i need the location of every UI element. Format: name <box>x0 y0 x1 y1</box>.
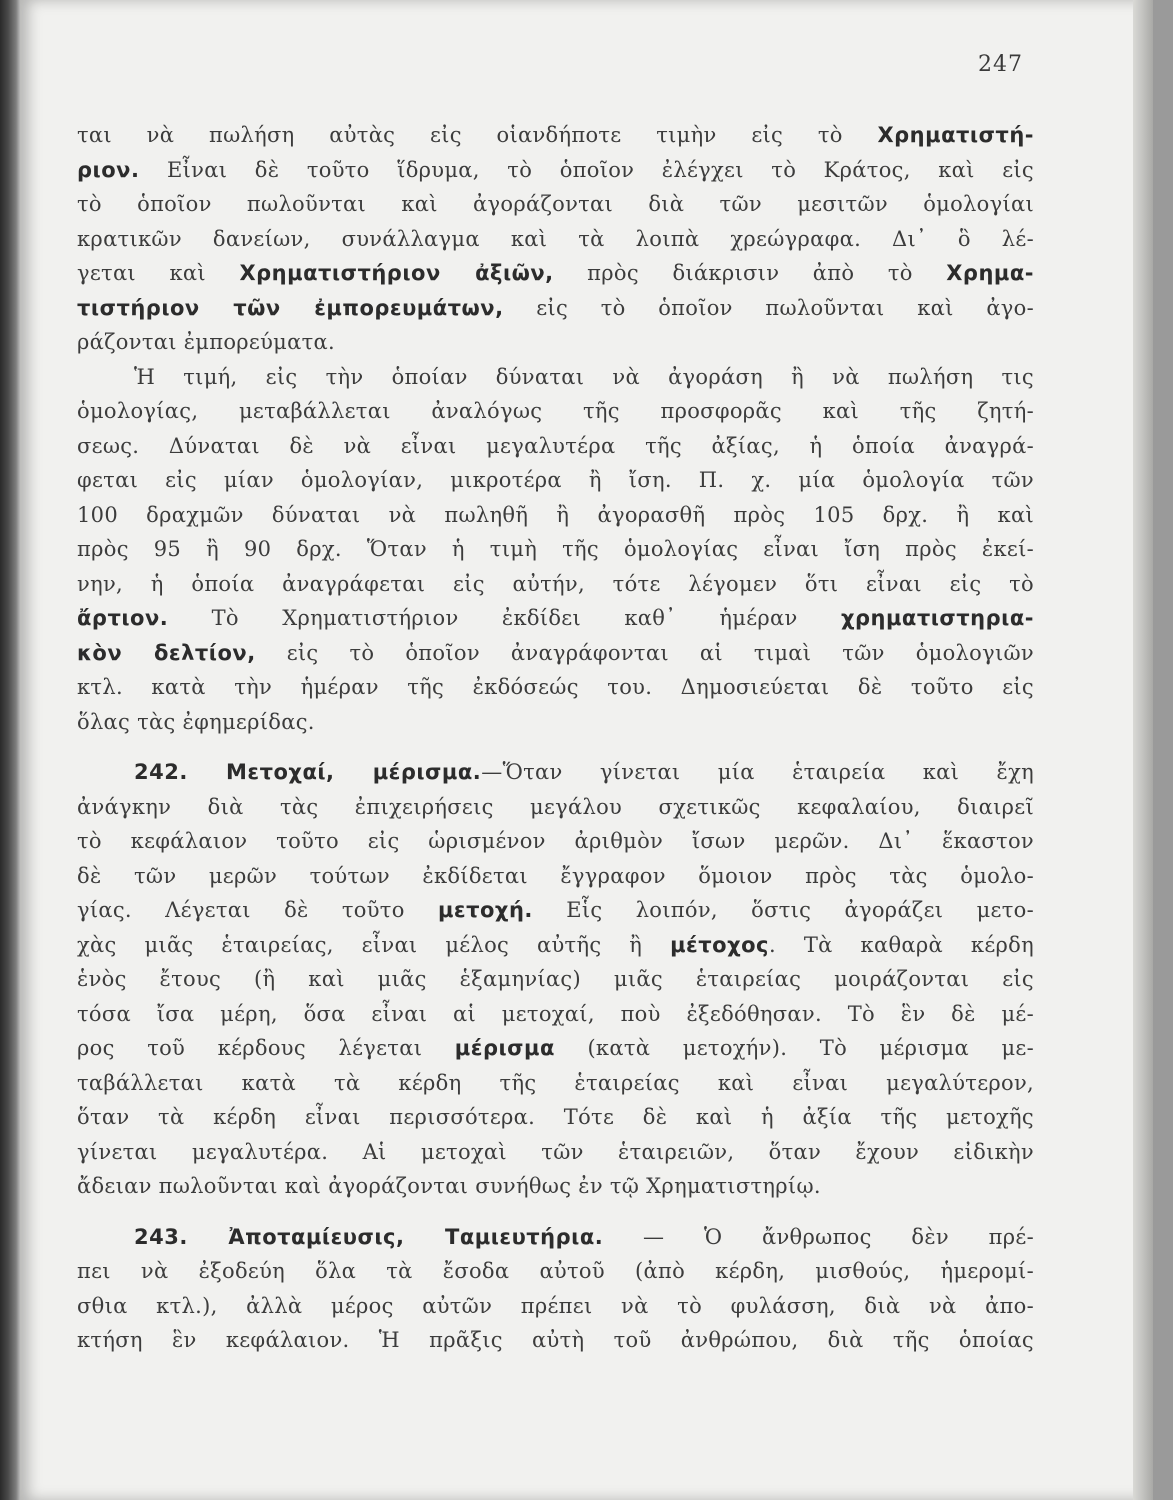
text-line <box>77 601 1034 636</box>
text-run: πει νὰ ἐξοδεύη ὅλα τὰ ἔσοδα αὐτοῦ (ἀπὸ κέρδη, μισθούς, ἡμερομί- <box>77 1259 1034 1283</box>
text-run: γεται καὶ <box>77 261 240 285</box>
text-run: ὁμολογίας, μεταβάλλεται ἀναλόγως τῆς προσφορᾶς καὶ τῆς ζητή- <box>77 399 1034 423</box>
text-run: ται νὰ πωλήση αὐτὰς εἰς οἱανδήποτε τιμὴν εἰς τὸ <box>77 123 878 147</box>
text-run: γίας. Λέγεται δὲ τοῦτο <box>77 898 438 922</box>
text-run: 100 δραχμῶν δύναται νὰ πωληθῆ ἢ ἀγορασθῆ πρὸς 105 δρχ. ἢ καὶ <box>77 502 1034 527</box>
text-line <box>77 824 1034 859</box>
text-line <box>77 962 1034 997</box>
text-line <box>77 755 1034 790</box>
text-line <box>77 1323 1034 1358</box>
text-run: Ἡ τιμή, εἰς τὴν ὁποίαν δύναται νὰ ἀγοράση ἢ νὰ πωλήση τις <box>134 364 1034 389</box>
bold-term: τιστήριον τῶν ἐμπορευμάτων, <box>77 295 504 320</box>
text-line <box>77 153 1034 188</box>
text-run: ἀνάγκην διὰ τὰς ἐπιχειρήσεις μεγάλου σχετικῶς κεφαλαίου, διαιρεῖ <box>77 794 1034 819</box>
page-body-text <box>77 118 1034 1358</box>
text-run: ράζονται ἐμπορεύματα. <box>77 330 335 354</box>
text-run: ταβάλλεται κατὰ τὰ κέρδη τῆς ἑταιρείας καὶ εἶναι μεγαλύτερον, <box>77 1070 1034 1095</box>
text-line <box>77 705 1034 740</box>
bold-term: 242. Μετοχαί, μέρισμα. <box>134 760 482 784</box>
text-line <box>77 1220 1034 1255</box>
text-run: Εἶναι δὲ τοῦτο ἵδρυμα, τὸ ὁποῖον ἐλέγχει τὸ Κράτος, καὶ εἰς <box>139 157 1034 182</box>
text-run: κτλ. κατὰ τὴν ἡμέραν τῆς ἐκδόσεώς του. Δημοσιεύεται δὲ τοῦτο εἰς <box>77 675 1034 699</box>
text-line <box>77 394 1034 429</box>
bold-term: Χρηματιστή- <box>877 123 1034 147</box>
text-run: τὸ ὁποῖον πωλοῦνται καὶ ἀγοράζονται διὰ τῶν μεσιτῶν ὁμολογίαι <box>77 192 1034 216</box>
text-line <box>77 360 1034 395</box>
page-number: 247 <box>978 52 1023 77</box>
text-run: τὸ κεφάλαιον τοῦτο εἰς ὡρισμένον ἀριθμὸν ἴσων μερῶν. Δι᾽ ἕκαστον <box>77 829 1034 853</box>
paragraph-gap <box>77 1204 1034 1220</box>
text-run: — Ὁ ἄνθρωπος δὲν πρέ- <box>603 1224 1034 1249</box>
text-run: . Τὰ καθαρὰ κέρδη <box>769 932 1034 957</box>
text-run: πρὸς διάκρισιν ἀπὸ τὸ <box>553 261 947 285</box>
text-run: σθια κτλ.), ἀλλὰ μέρος αὐτῶν πρέπει νὰ τὸ φυλάσση, διὰ νὰ ἀπο- <box>77 1293 1034 1318</box>
bold-term: κὸν δελτίον, <box>77 640 256 665</box>
bold-term: ἄρτιον. <box>77 606 169 630</box>
text-run: κρατικῶν δανείων, συνάλλαγμα καὶ τὰ λοιπὰ χρεώγραφα. Δι᾽ ὃ λέ- <box>77 226 1034 251</box>
text-line <box>77 463 1034 498</box>
bold-term: ριον. <box>77 157 140 182</box>
text-run: εἰς τὸ ὁποῖον πωλοῦνται καὶ ἀγο- <box>503 295 1034 320</box>
text-run: φεται εἰς μίαν ὁμολογίαν, μικροτέρα ἢ ἴση. Π. χ. μία ὁμολογία τῶν <box>77 468 1034 492</box>
bold-term: Χρημα- <box>946 261 1034 285</box>
text-run: ἄδειαν πωλοῦνται καὶ ἀγοράζονται συνήθως ἐν τῷ Χρηματιστηρίῳ. <box>77 1174 821 1198</box>
text-run: γίνεται μεγαλυτέρα. Αἱ μετοχαὶ τῶν ἑταιρειῶν, ὅταν ἔχουν εἰδικὴν <box>77 1139 1034 1164</box>
text-run: τόσα ἴσα μέρη, ὅσα εἶναι αἱ μετοχαί, ποὺ ἐξεδόθησαν. Τὸ ἓν δὲ μέ- <box>77 1001 1034 1026</box>
text-line <box>77 636 1034 671</box>
text-line <box>77 1031 1034 1066</box>
text-run: ρος τοῦ κέρδους λέγεται <box>77 1036 455 1060</box>
text-line <box>77 1289 1034 1324</box>
text-run: Εἷς λοιπόν, ὅστις ἀγοράζει μετο- <box>532 898 1034 922</box>
text-line <box>77 1100 1034 1135</box>
bold-term: μέρισμα <box>454 1036 555 1060</box>
text-line <box>77 928 1034 963</box>
text-line <box>77 670 1034 705</box>
page-right-edge <box>1133 0 1153 1500</box>
bold-term: μέτοχος <box>670 932 769 957</box>
bold-term: 243. Ἀποταμίευσις, Ταμιευτήρια. <box>134 1224 604 1249</box>
text-line <box>77 291 1034 326</box>
text-line <box>77 997 1034 1032</box>
text-line <box>77 790 1034 825</box>
text-line <box>77 893 1034 928</box>
text-run: ὅλας τὰς ἐφημερίδας. <box>77 709 315 734</box>
bold-term: Χρηματιστήριον ἀξιῶν, <box>239 261 554 285</box>
text-line <box>77 118 1034 153</box>
text-run: κτήση ἓν κεφάλαιον. Ἡ πρᾶξις αὐτὴ τοῦ ἀνθρώπου, διὰ τῆς ὁποίας <box>77 1328 1034 1352</box>
bold-term: χρηματιστηρια- <box>840 606 1034 630</box>
text-run: (κατὰ μετοχήν). Τὸ μέρισμα με- <box>554 1036 1035 1060</box>
text-run: χὰς μιᾶς ἑταιρείας, εἶναι μέλος αὐτῆς ἢ <box>77 932 671 957</box>
text-line <box>77 325 1034 360</box>
book-page <box>20 0 1153 1500</box>
text-line <box>77 222 1034 257</box>
text-run: δὲ τῶν μερῶν τούτων ἐκδίδεται ἔγγραφον ὅμοιον πρὸς τὰς ὁμολο- <box>77 863 1034 888</box>
text-run: εἰς τὸ ὁποῖον ἀναγράφονται αἱ τιμαὶ τῶν ὁμολογιῶν <box>255 640 1034 665</box>
text-line <box>77 532 1034 567</box>
text-line <box>77 256 1034 291</box>
text-line <box>77 859 1034 894</box>
bold-term: μετοχή. <box>437 898 533 922</box>
text-run: σεως. Δύναται δὲ νὰ εἶναι μεγαλυτέρα τῆς ἀξίας, ἡ ὁποία ἀναγρά- <box>77 433 1034 458</box>
text-run: —Ὅταν γίνεται μία ἑταιρεία καὶ ἔχη <box>481 760 1034 784</box>
text-run: Τὸ Χρηματιστήριον ἐκδίδει καθ᾽ ἡμέραν <box>168 606 841 630</box>
text-line <box>77 1254 1034 1289</box>
text-line <box>77 429 1034 464</box>
text-line <box>77 1169 1034 1204</box>
text-line <box>77 1135 1034 1170</box>
text-line <box>77 567 1034 602</box>
text-run: ἑνὸς ἔτους (ἢ καὶ μιᾶς ἑξαμηνίας) μιᾶς ἑταιρείας μοιράζονται εἰς <box>77 967 1034 991</box>
text-line <box>77 498 1034 533</box>
text-line <box>77 187 1034 222</box>
text-run: πρὸς 95 ἢ 90 δρχ. Ὅταν ἡ τιμὴ τῆς ὁμολογίας εἶναι ἴση πρὸς ἐκεί- <box>77 537 1034 561</box>
text-run: ὅταν τὰ κέρδη εἶναι περισσότερα. Τότε δὲ καὶ ἡ ἀξία τῆς μετοχῆς <box>77 1105 1034 1129</box>
text-line <box>77 1066 1034 1101</box>
paragraph-gap <box>77 739 1034 755</box>
text-run: νην, ἡ ὁποία ἀναγράφεται εἰς αὐτήν, τότε λέγομεν ὅτι εἶναι εἰς τὸ <box>77 571 1034 596</box>
book-binding-shadow <box>0 0 20 1500</box>
